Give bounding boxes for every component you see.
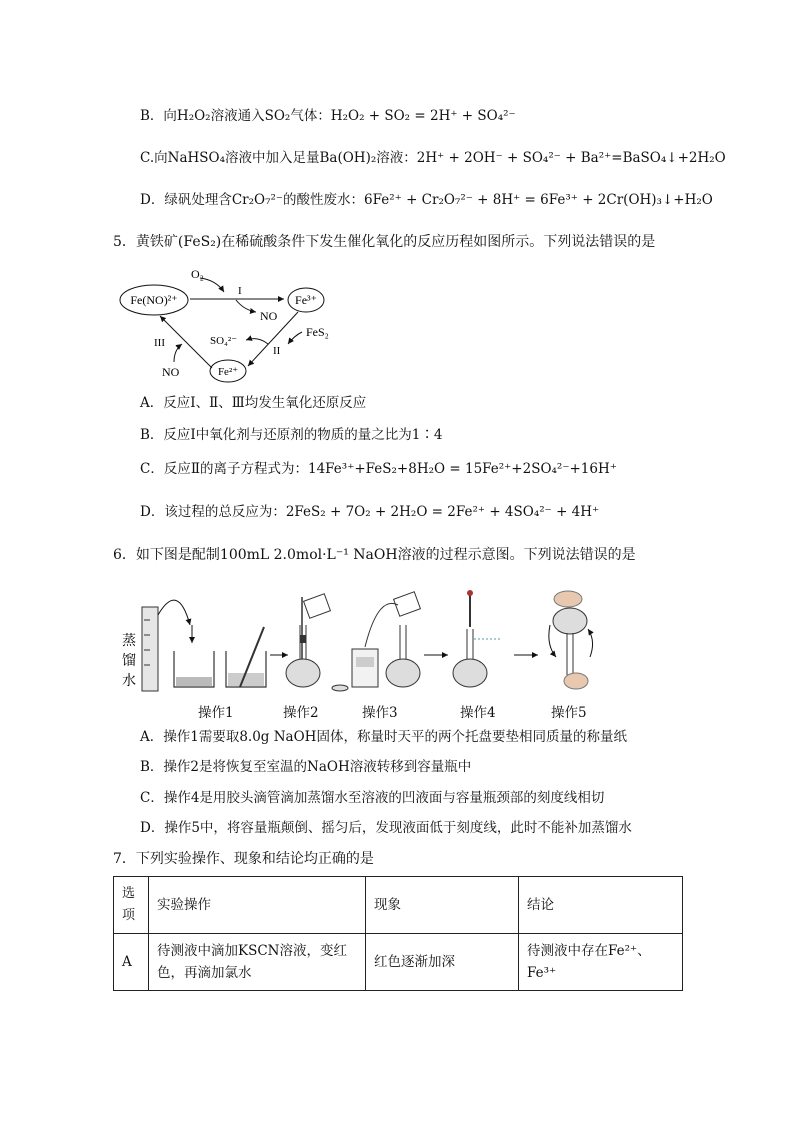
row-a-conclusion: 待测液中存在Fe²⁺、Fe³⁺ — [519, 934, 683, 991]
flask-op3 — [332, 592, 420, 691]
op-label-4: 操作4 — [460, 705, 496, 721]
q5-option-c: C．反应Ⅱ的离子方程式为：14Fe³⁺+FeS₂+8H₂O = 15Fe²⁺+2SO₄²⁻+16H⁺ — [140, 461, 617, 477]
so4-label: SO₄²⁻ — [210, 335, 238, 347]
o2-label: O₂ — [191, 267, 204, 281]
header-conclusion: 结论 — [519, 877, 683, 934]
op-label-3: 操作3 — [362, 705, 398, 721]
q7-table — [113, 876, 683, 991]
fes2-label: FeS₂ — [306, 325, 329, 339]
flask-op4 — [453, 590, 502, 687]
q5-option-d: D．该过程的总反应为：2FeS₂ + 7O₂ + 2H₂O = 2Fe²⁺ + 4SO₄²⁻ + 4H⁺ — [140, 504, 600, 520]
no-in-arrow — [174, 344, 182, 362]
op-label-5: 操作5 — [551, 705, 587, 721]
q4-option-c: C.向NaHSO₄溶液中加入足量Ba(OH)₂溶液：2H⁺ + 2OH⁻ + SO₄²⁻ + Ba²⁺=BaSO₄↓+2H₂O — [140, 150, 726, 166]
so4-out-arrow — [246, 339, 268, 344]
no-out-label: NO — [260, 309, 278, 323]
q4-option-b: B．向H₂O₂溶液通入SO₂气体：H₂O₂ + SO₂ = 2H⁺ + SO₄²⁻ — [140, 108, 516, 124]
row-a-phenomenon: 红色逐渐加深 — [366, 934, 519, 991]
reaction-1-label: I — [238, 285, 242, 297]
fe2-label: Fe²⁺ — [217, 366, 239, 378]
no-out-arrow — [236, 300, 256, 312]
reaction-2-label: II — [273, 345, 281, 357]
q6-option-a: A．操作1需要取8.0g NaOH固体，称量时天平的两个托盘要垫相同质量的称量纸 — [140, 729, 627, 745]
q6-option-c: C．操作4是用胶头滴管滴加蒸馏水至溶液的凹液面与容量瓶颈部的刻度线相切 — [140, 790, 605, 806]
water-label-2: 馏 — [122, 653, 136, 669]
header-phenomenon: 现象 — [366, 877, 519, 934]
q4-option-d: D．绿矾处理含Cr₂O₇²⁻的酸性废水：6Fe²⁺ + Cr₂O₇²⁻ + 8H⁺ = 6Fe³⁺ + 2Cr(OH)₃↓+H₂O — [140, 192, 713, 208]
fe3-label: Fe³⁺ — [295, 293, 317, 307]
op-label-2: 操作2 — [283, 705, 319, 721]
water-label-1: 蒸 — [122, 633, 136, 649]
fes2-arrow — [288, 332, 302, 344]
q5-option-b: B．反应Ⅰ中氧化剂与还原剂的物质的量之比为1∶4 — [140, 427, 443, 443]
q6-stem: 6．如下图是配制100mL 2.0mol·L⁻¹ NaOH溶液的过程示意图。下列说法错误的是 — [113, 547, 636, 563]
header-operation: 实验操作 — [149, 877, 366, 934]
reaction-3-label: III — [154, 337, 165, 349]
row-a-operation: 待测液中滴加KSCN溶液，变红色，再滴加氯水 — [149, 934, 366, 991]
table-row — [114, 934, 683, 991]
header-option: 选项 — [114, 877, 149, 934]
solution-prep-illustration — [118, 585, 618, 695]
reaction-3-arrow — [160, 316, 212, 368]
q7-stem: 7．下列实验操作、现象和结论均正确的是 — [113, 851, 374, 867]
q5-option-a: A．反应Ⅰ、Ⅱ、Ⅲ均发生氧化还原反应 — [140, 395, 367, 411]
row-a-option: A — [114, 934, 149, 991]
fe-no-label: Fe(NO)²⁺ — [130, 293, 178, 307]
no-in-label: NO — [162, 365, 180, 379]
q6-option-b: B．操作2是将恢复至室温的NaOH溶液转移到容量瓶中 — [140, 759, 472, 775]
flask-op5 — [549, 591, 593, 689]
q6-option-d: D．操作5中，将容量瓶颠倒、摇匀后，发现液面低于刻度线，此时不能补加蒸馏水 — [140, 820, 632, 836]
table-header-row — [114, 877, 683, 934]
reaction-cycle-diagram — [118, 264, 358, 384]
op-label-1: 操作1 — [198, 705, 234, 721]
q5-stem: 5．黄铁矿(FeS₂)在稀硫酸条件下发生催化氧化的反应历程如图所示。下列说法错误的是 — [113, 234, 656, 250]
water-label-3: 水 — [122, 673, 136, 689]
flask-op2 — [286, 594, 330, 687]
